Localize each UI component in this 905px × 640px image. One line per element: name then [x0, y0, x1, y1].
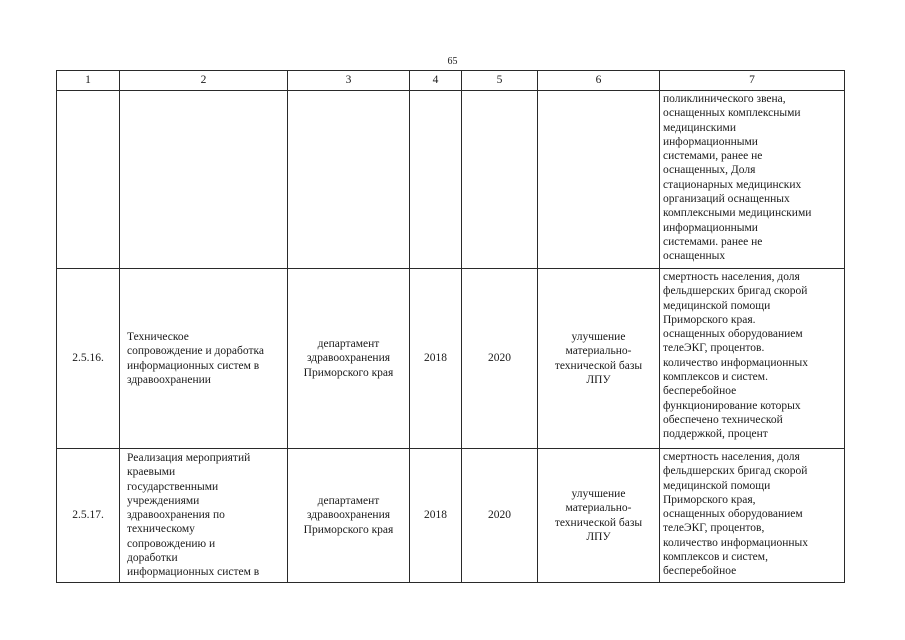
measure-name: [120, 91, 288, 269]
header-col-3: 3: [288, 71, 410, 91]
header-col-6: 6: [538, 71, 660, 91]
header-col-1: 1: [57, 71, 120, 91]
table-row: [57, 269, 845, 449]
executor: [288, 91, 410, 269]
measures-table: [56, 70, 845, 583]
end-year: 2020: [462, 449, 538, 583]
header-col-5: 5: [462, 71, 538, 91]
page-number: 65: [447, 56, 458, 67]
row-number: 2.5.16.: [57, 269, 120, 449]
table-row: [57, 449, 845, 583]
start-year: 2018: [410, 269, 462, 449]
expected-result: улучшение материально- технической базы ЛПУ: [538, 449, 660, 583]
indicators: смертность населения, доля фельдшерских бригад скорой медицинской помощи Приморского края. оснащенных оборудованием телеЭКГ, процентов. количество информационных комплексов и систем. бесперебойное функционирование которых обеспечено технической поддержкой, процент: [660, 269, 845, 449]
header-col-4: 4: [410, 71, 462, 91]
header-row: [57, 71, 845, 91]
indicators: поликлинического звена, оснащенных комплексными медицинскими информационными системами, ранее не оснащенных, Доля стационарных медицинских организаций оснащенных комплексными медицинскими информационными системами. ранее не оснащенных: [660, 91, 845, 269]
start-year: [410, 91, 462, 269]
header-col-2: 2: [120, 71, 288, 91]
executor: департамент здравоохранения Приморского края: [288, 269, 410, 449]
end-year: 2020: [462, 269, 538, 449]
indicators: смертность населения, доля фельдшерских бригад скорой медицинской помощи Приморского края, оснащенных оборудованием телеЭКГ, процентов, количество информационных комплексов и систем, бесперебойное: [660, 449, 845, 583]
table-row: [57, 91, 845, 269]
expected-result: улучшение материально- технической базы ЛПУ: [538, 269, 660, 449]
row-number: [57, 91, 120, 269]
expected-result: [538, 91, 660, 269]
end-year: [462, 91, 538, 269]
header-col-7: 7: [660, 71, 845, 91]
measure-name: Техническое сопровождение и доработка информационных систем в здравоохранении: [120, 269, 288, 449]
executor: департамент здравоохранения Приморского края: [288, 449, 410, 583]
row-number: 2.5.17.: [57, 449, 120, 583]
start-year: 2018: [410, 449, 462, 583]
measure-name: Реализация мероприятий краевыми государственными учреждениями здравоохранения по техническому сопровождению и доработки информационных систем в: [120, 449, 288, 583]
